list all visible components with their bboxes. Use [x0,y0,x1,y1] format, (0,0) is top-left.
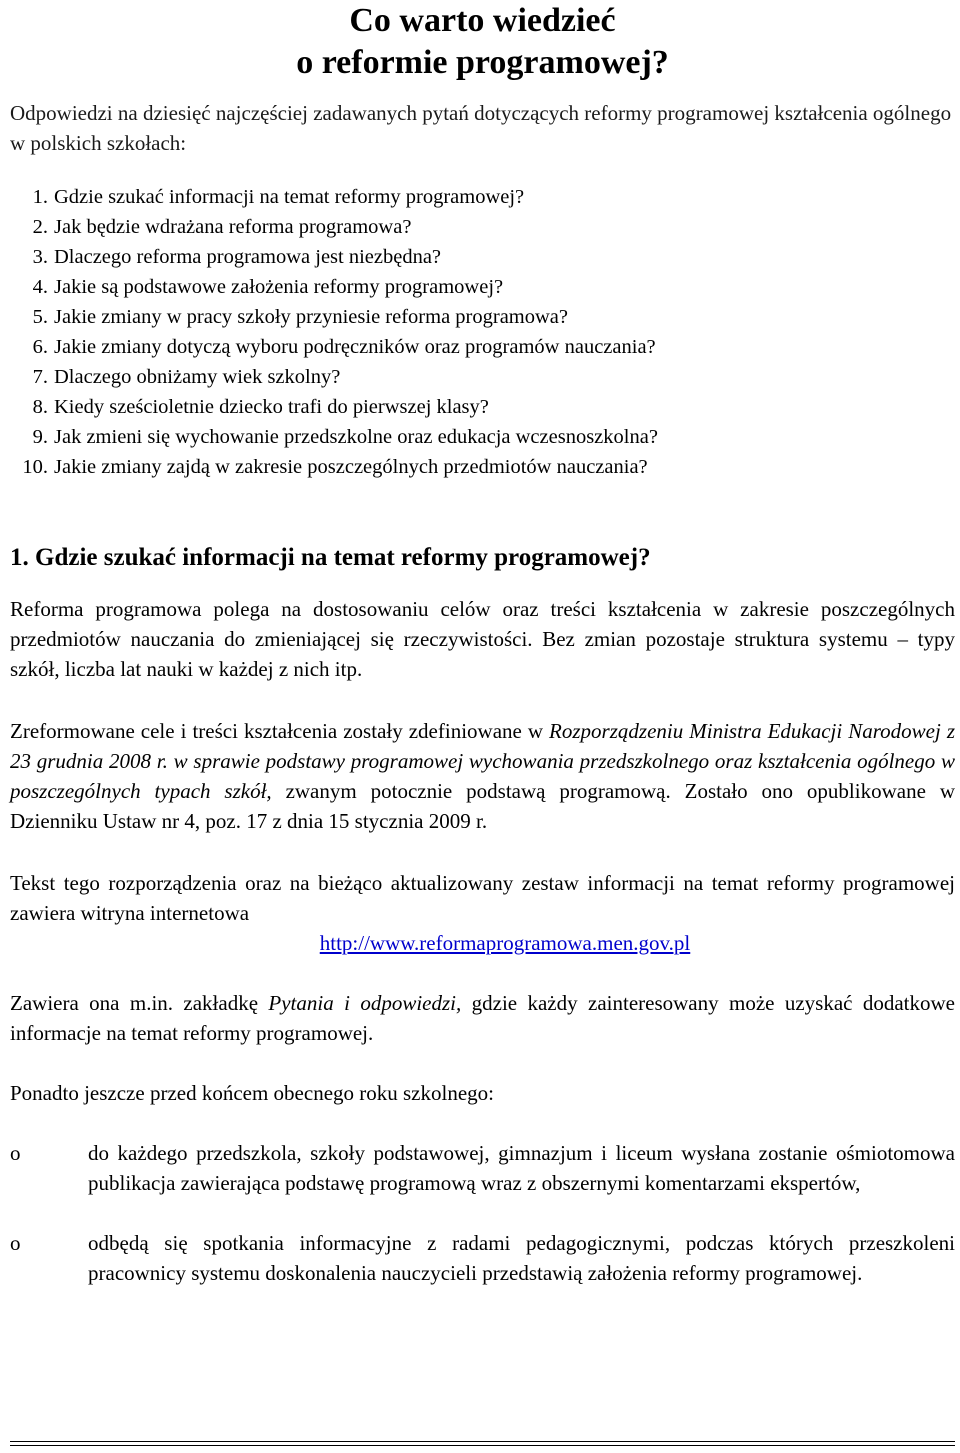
paragraph-faq-tab: Zawiera ona m.in. zakładkę Pytania i odpowiedzi, gdzie każdy zainteresowany może uzyskać dodatkowe informacje na temat reformy programowej. [10,991,955,1045]
website-link[interactable]: http://www.reformaprogramowa.men.gov.pl [319,931,691,955]
question-list [10,182,955,482]
list-item: 4. Jakie są podstawowe założenia reformy programowej? [32,276,504,298]
title-line-2: o reformie programowej? [296,44,669,81]
bullet-marker: o [10,1141,21,1165]
list-item: 3. Dlaczego reforma programowa jest niezbędna? [32,246,442,268]
page-title [10,0,955,84]
list-item: 5. Jakie zmiany w pracy szkoły przyniesie reforma programowa? [32,306,569,328]
paragraph-website: Tekst tego rozporządzenia oraz na bieżąco aktualizowany zestaw informacji na temat reformy programowej zawiera witryna internetowa [10,871,955,925]
faq-tab-name: Pytania i odpowiedzi, [268,991,462,1015]
list-item: o odbędą się spotkania informacyjne z radami pedagogicznymi, podczas których przeszkoleni pracownicy systemu doskonalenia nauczycieli przedstawią założenia reformy programowej. [10,1228,955,1288]
section-heading: 1. Gdzie szukać informacji na temat reformy programowej? [10,544,651,571]
list-item: 9. Jak zmieni się wychowanie przedszkolne oraz edukacja wczesnoszkolna? [32,426,658,448]
list-item: 6. Jakie zmiany dotyczą wyboru podręczników oraz programów nauczania? [32,336,656,358]
paragraph-reform-definition: Reforma programowa polega na dostosowaniu celów oraz treści kształcenia w zakresie poszczególnych przedmiotów nauczania do zmieniającej się rzeczywistości. Bez zmian pozostaje struktura systemu – typy szkół, liczba lat nauki w każdej z nich itp. [10,597,955,681]
link-line [10,928,955,958]
list-item: 7. Dlaczego obniżamy wiek szkolny? [32,366,341,388]
footer-divider [10,1441,955,1446]
list-item: 10. Jakie zmiany zajdą w zakresie poszczególnych przedmiotów nauczania? [22,456,648,478]
list-item: 8. Kiedy sześcioletnie dziecko trafi do pierwszej klasy? [32,396,489,418]
paragraph-regulation: Zreformowane cele i treści kształcenia zostały zdefiniowane w Rozporządzeniu Ministra Edukacji Narodowej z 23 grudnia 2008 r. w sprawie podstawy programowej wychowania przedszkolnego oraz kształcenia ogólnego w poszczególnych typach szkół, zwanym potocznie podstawą programową. Zostało ono opublikowane w Dzienniku Ustaw nr 4, poz. 17 z dnia 15 stycznia 2009 r. [10,719,955,833]
document-page [10,0,955,1318]
list-item: o do każdego przedszkola, szkoły podstawowej, gimnazjum i liceum wysłana zostanie ośmiotomowa publikacja zawierająca podstawę programową wraz z obszernymi komentarzami ekspertów, [10,1138,955,1198]
list-item: 2. Jak będzie wdrażana reforma programowa? [32,216,412,238]
paragraph-before-year-end: Ponadto jeszcze przed końcem obecnego roku szkolnego: [10,1081,494,1105]
title-line-1: Co warto wiedzieć [349,2,616,39]
regulation-title: Rozporządzeniu Ministra Edukacji Narodowej z 23 grudnia 2008 r. w sprawie podstawy programowej wychowania przedszkolnego oraz kształcenia ogólnego w poszczególnych typach szkół, [10,719,955,803]
list-item: 1. Gdzie szukać informacji na temat reformy programowej? [32,186,525,208]
intro-text: Odpowiedzi na dziesięć najczęściej zadawanych pytań dotyczących reformy programowej kształcenia ogólnego w polskich szkołach: [10,101,952,155]
bullet-list [10,1138,955,1288]
bullet-marker: o [10,1231,21,1255]
